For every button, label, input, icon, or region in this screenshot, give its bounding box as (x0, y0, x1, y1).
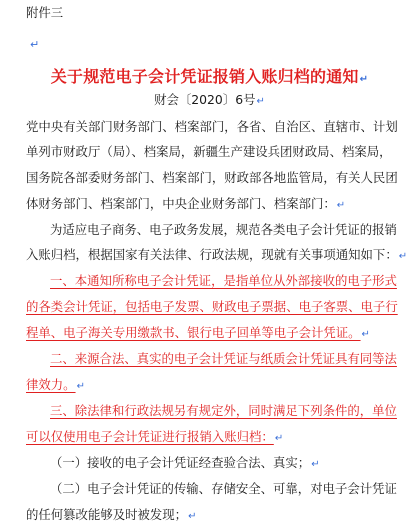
recipient-line-last: 体财务部门、档案部门，中央企业财务部门、档案部门：↵ (26, 196, 346, 211)
paragraph-mark-icon: ↵ (398, 251, 408, 262)
document-title: 关于规范电子会计凭证报销入账归档的通知↵ (50, 67, 369, 86)
item-1-line-last: 程单、电子海关专用缴款书、银行电子回单等电子会计凭证。↵ (26, 325, 370, 340)
item-2-line-last: 律效力。↵ (26, 377, 85, 392)
condition-2-line-last: 的任何篡改能够及时被发现；↵ (26, 507, 197, 522)
paragraph-mark-icon: ↵ (188, 511, 197, 522)
paragraph-mark-icon: ↵ (311, 459, 320, 470)
item-3-line-last: 可以仅使用电子会计凭证进行报销入账归档：↵ (26, 429, 284, 444)
recipient-line: 单列市财政厅（局）、档案局，新疆生产建设兵团财政局、档案局， (26, 144, 392, 159)
item-1-line: 一、本通知所称电子会计凭证，是指单位从外部接收的电子形式 (50, 273, 397, 288)
attachment-label: 附件三 (26, 5, 64, 20)
condition-1: （一）接收的电子会计凭证经查验合法、真实；↵ (50, 455, 320, 470)
item-2-line: 二、来源合法、真实的电子会计凭证与纸质会计凭证具有同等法 (50, 351, 397, 366)
intro-line: 为适应电子商务、电子政务发展，规范各类电子会计凭证的报销 (50, 222, 397, 237)
paragraph-mark-icon: ↵ (361, 329, 370, 340)
item-3-line: 三、除法律和行政法规另有规定外，同时满足下列条件的，单位 (50, 403, 397, 418)
recipient-line: 国务院各部委财务部门、档案部门，财政部各地监管局，有关人民团 (26, 170, 398, 185)
paragraph-mark-icon: ↵ (30, 38, 40, 51)
paragraph-mark-icon: ↵ (256, 96, 265, 107)
item-1-line: 的各类会计凭证，包括电子发票、财政电子票据、电子客票、电子行 (26, 299, 398, 314)
document-number: 财会〔2020〕6号↵ (154, 92, 265, 107)
intro-line-last: 入账归档，根据国家有关法律、行政法规，现就有关事项通知如下：↵ (26, 247, 408, 262)
paragraph-mark-icon: ↵ (274, 433, 284, 444)
paragraph-mark-icon: ↵ (359, 74, 369, 85)
paragraph-mark-icon: ↵ (336, 200, 346, 211)
paragraph-mark-icon: ↵ (76, 381, 85, 392)
condition-2-line: （二）电子会计凭证的传输、存储安全、可靠，对电子会计凭证 (50, 481, 397, 496)
recipient-line: 党中央有关部门财务部门、档案部门，各省、自治区、直辖市、计划 (26, 119, 398, 134)
